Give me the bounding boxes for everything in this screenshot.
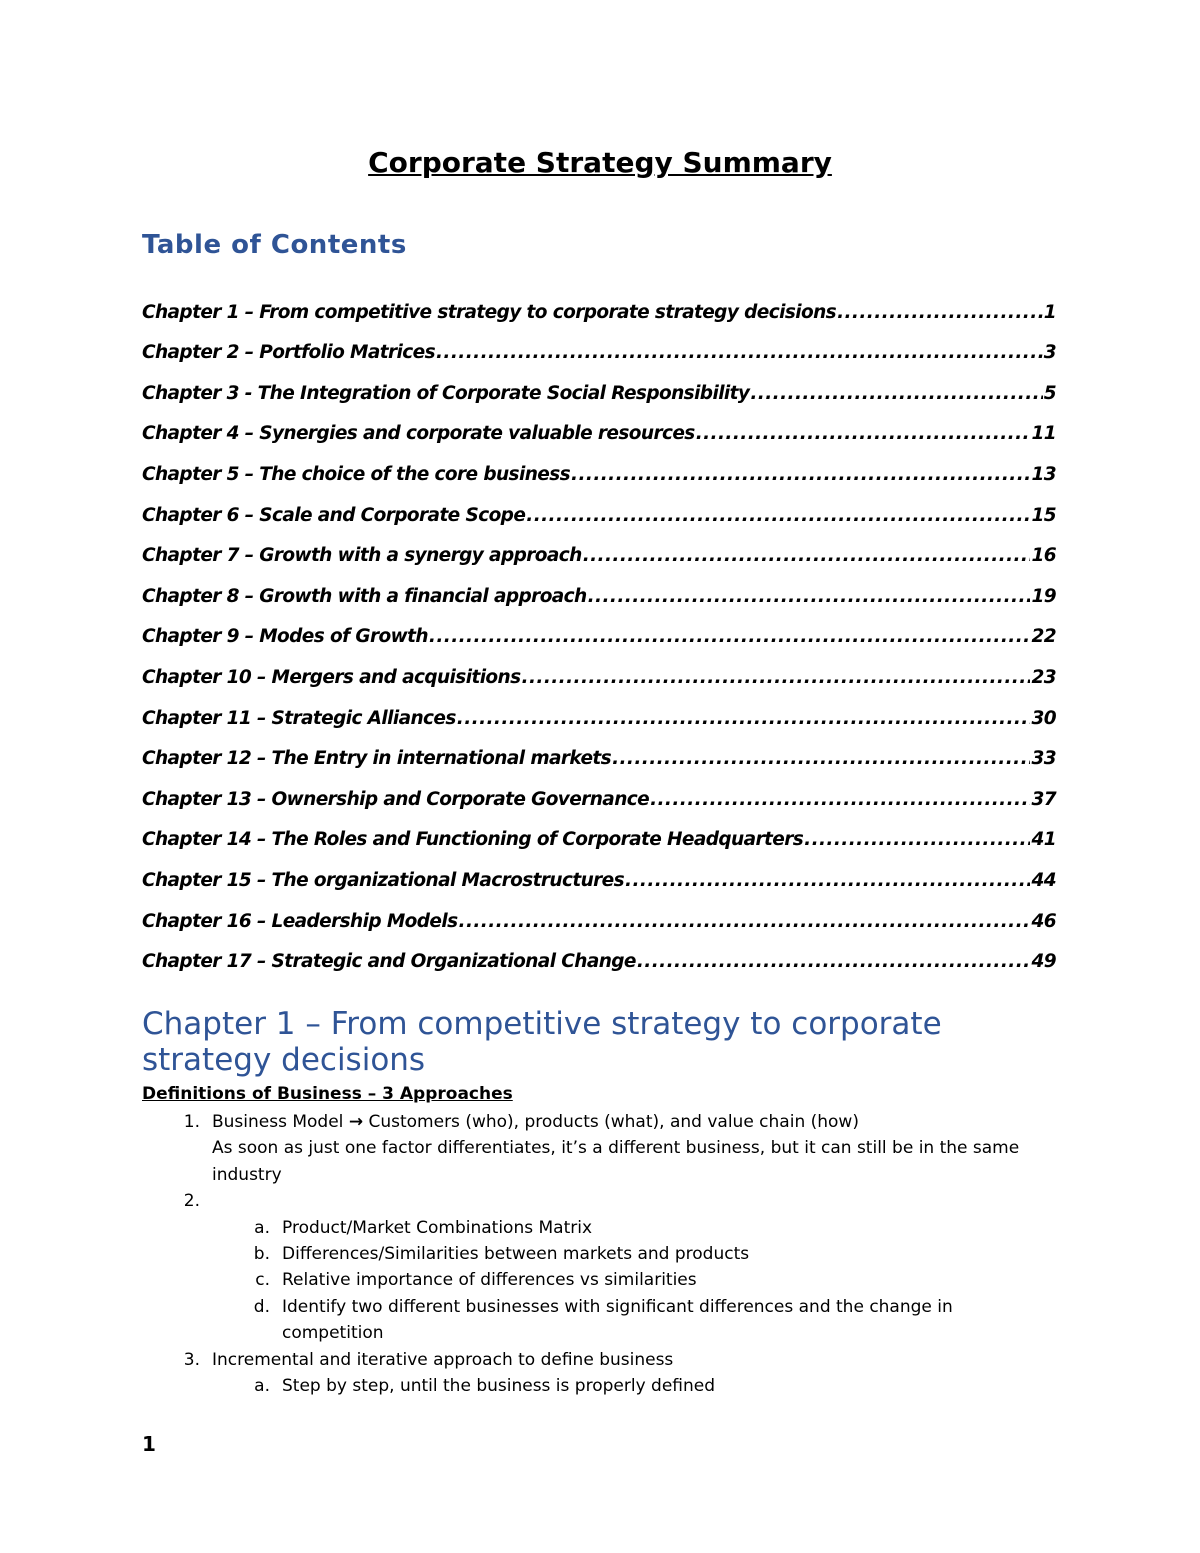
toc-entry-page: 41 [1031, 829, 1056, 851]
arrow-icon: → [348, 1112, 364, 1132]
toc-entry-title: Chapter 6 – Scale and Corporate Scope [142, 504, 526, 526]
list-letter: a. [254, 1217, 270, 1238]
list-item-text: Business Model [212, 1112, 344, 1132]
page-title: Corporate Strategy Summary [368, 146, 832, 179]
toc-entry[interactable] [142, 363, 1056, 404]
toc-leader [583, 545, 1031, 566]
toc-leader [804, 829, 1030, 850]
toc-entry-title: Chapter 3 - The Integration of Corporate Social Responsibility [142, 382, 750, 404]
list-letter: d. [253, 1296, 270, 1317]
toc-leader [436, 342, 1043, 363]
toc-entry-page: 11 [1031, 423, 1056, 445]
toc-leader [526, 505, 1030, 526]
toc-entry-title: Chapter 10 – Mergers and acquisitions [142, 666, 521, 688]
list-item-text: Relative importance of differences vs similarities [282, 1270, 697, 1291]
toc-entry[interactable] [142, 566, 1056, 607]
toc-leader [522, 667, 1031, 688]
list-letter: a. [254, 1376, 270, 1397]
toc-entry-title: Chapter 5 – The choice of the core business [142, 463, 571, 485]
toc-entry-title: Chapter 1 – From competitive strategy to corporate strategy decisions [142, 301, 837, 323]
sub-list-item [142, 1241, 1042, 1267]
definitions-subheading: Definitions of Business – 3 Approaches [142, 1084, 513, 1104]
toc-entry-page: 49 [1031, 951, 1056, 973]
toc-entry-page: 44 [1031, 869, 1056, 891]
list-item-text: As soon as just one factor differentiates, it’s a different business, but it can still be in the same industry [212, 1138, 1020, 1185]
page-number: 1 [142, 1432, 156, 1456]
toc-entry-title: Chapter 17 – Strategic and Organizational Change [142, 951, 636, 973]
toc-entry-page: 33 [1031, 748, 1056, 770]
toc-entry-title: Chapter 11 – Strategic Alliances [142, 707, 456, 729]
toc-entry-page: 3 [1043, 342, 1056, 364]
toc-entry-title: Chapter 4 – Synergies and corporate valuable resources [142, 423, 695, 445]
list-item [142, 1347, 1042, 1373]
list-item-text: Step by step, until the business is properly defined [282, 1376, 716, 1397]
toc-entry-page: 46 [1031, 910, 1056, 932]
list-letter: c. [255, 1270, 270, 1291]
toc-entry[interactable] [142, 769, 1056, 810]
list-item-text: Product/Market Combinations Matrix [282, 1217, 593, 1238]
toc-entry-page: 15 [1031, 504, 1056, 526]
toc-entry-page: 5 [1043, 382, 1056, 404]
sub-list-item [142, 1215, 1042, 1241]
toc-entry-page: 1 [1043, 301, 1056, 323]
sub-list-item [142, 1267, 1042, 1293]
toc-entry-page: 23 [1031, 666, 1056, 688]
list-number: 1. [183, 1112, 200, 1132]
toc-entry[interactable] [142, 526, 1056, 567]
toc-entry[interactable] [142, 404, 1056, 445]
toc-entry[interactable] [142, 485, 1056, 526]
toc-entry-title: Chapter 15 – The organizational Macrostructures [142, 869, 625, 891]
toc-entry-page: 30 [1031, 707, 1056, 729]
toc-leader [625, 870, 1030, 891]
toc-entry-page: 19 [1031, 585, 1056, 607]
list-item-text: Incremental and iterative approach to define business [212, 1349, 674, 1370]
sub-list-item [142, 1294, 1042, 1347]
list-item-text: Identify two different businesses with significant differences and the change in competition [282, 1296, 953, 1344]
list-number: 2. [183, 1191, 200, 1212]
toc-entry[interactable] [142, 850, 1056, 891]
toc-entry[interactable] [142, 688, 1056, 729]
toc-entry[interactable] [142, 607, 1056, 648]
list-item [142, 1188, 1042, 1214]
toc-entry[interactable] [142, 729, 1056, 770]
toc-entry[interactable] [142, 647, 1056, 688]
toc-leader [612, 748, 1030, 769]
toc-heading: Table of Contents [142, 230, 407, 260]
toc-leader [571, 464, 1030, 485]
list-item-text: Customers (who), products (what), and value chain (how) [368, 1112, 859, 1132]
toc-entry-page: 37 [1031, 788, 1056, 810]
toc-entry-title: Chapter 8 – Growth with a financial approach [142, 585, 587, 607]
toc-entry-page: 13 [1031, 463, 1056, 485]
toc-leader [459, 911, 1031, 932]
toc-entry-title: Chapter 13 – Ownership and Corporate Governance [142, 788, 650, 810]
toc-entry-title: Chapter 14 – The Roles and Functioning of Corporate Headquarters [142, 829, 804, 851]
toc-leader [429, 626, 1031, 647]
toc-leader [750, 383, 1042, 404]
toc-entry-title: Chapter 9 – Modes of Growth [142, 626, 428, 648]
toc-leader [588, 586, 1031, 607]
chapter-1-heading: Chapter 1 – From competitive strategy to corporate strategy decisions [142, 1006, 942, 1078]
toc-leader [650, 789, 1030, 810]
toc-entry[interactable] [142, 891, 1056, 932]
list-number: 3. [183, 1349, 200, 1370]
toc-entry-page: 22 [1031, 626, 1056, 648]
toc-entry-title: Chapter 12 – The Entry in international markets [142, 748, 612, 770]
definitions-list [142, 1109, 1042, 1399]
toc-entry[interactable] [142, 323, 1056, 364]
toc-leader [457, 708, 1031, 729]
toc-leader [837, 302, 1043, 323]
toc-entry[interactable] [142, 444, 1056, 485]
toc-entry-title: Chapter 2 – Portfolio Matrices [142, 342, 435, 364]
list-item-continuation [142, 1135, 1042, 1188]
toc-leader [637, 951, 1031, 972]
toc-leader [696, 423, 1031, 444]
toc-entry[interactable] [142, 282, 1056, 323]
list-letter: b. [253, 1244, 270, 1265]
sub-list-item [142, 1373, 1042, 1399]
toc-entry-page: 16 [1031, 545, 1056, 567]
list-item [142, 1109, 1042, 1135]
list-item-text: Differences/Similarities between markets and products [282, 1244, 750, 1265]
table-of-contents [142, 282, 1056, 972]
toc-entry[interactable] [142, 810, 1056, 851]
toc-entry-title: Chapter 7 – Growth with a synergy approach [142, 545, 582, 567]
toc-entry-title: Chapter 16 – Leadership Models [142, 910, 458, 932]
toc-entry[interactable] [142, 932, 1056, 973]
